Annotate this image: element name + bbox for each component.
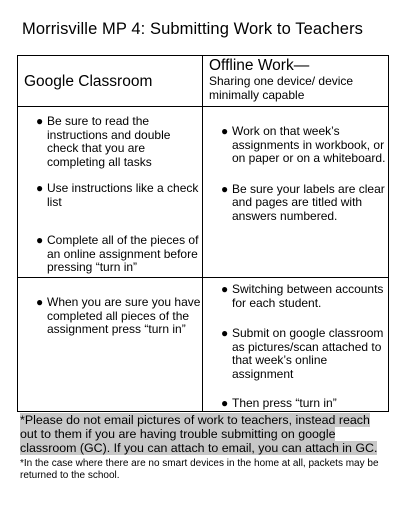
bullet-item	[203, 327, 388, 381]
page-title: Morrisville MP 4: Submitting Work to Teachers	[22, 20, 364, 38]
bullet-item	[18, 182, 202, 209]
bullet-icon: ●	[221, 396, 229, 410]
bullet-text: Submit on google classroom as pictures/scan attached to that week’s online assignment	[232, 326, 384, 381]
bullet-text: When you are sure you have completed all pieces of the assignment press “turn in”	[47, 295, 201, 336]
header-offline-work	[203, 56, 389, 107]
packet-note: *In the case where there are no smart devices in the home at all, packets may be returned to the school.	[20, 458, 379, 481]
header-offline-work-subtitle: Sharing one device/ device minimally capable	[209, 74, 354, 102]
row1-google-classroom-cell	[18, 107, 203, 278]
bullet-item	[18, 115, 202, 169]
bullet-item	[18, 234, 202, 275]
row2-offline-work-cell	[203, 278, 389, 412]
row2-google-classroom-cell	[18, 278, 203, 412]
bullet-item	[203, 125, 388, 166]
bullet-item	[203, 183, 388, 224]
bullet-icon: ●	[36, 295, 44, 309]
header-google-classroom	[18, 56, 203, 107]
bullet-text: Then press “turn in”	[232, 396, 337, 410]
bullet-item	[203, 397, 388, 411]
header-offline-work-label: Offline Work—	[209, 57, 310, 74]
header-google-classroom-label: Google Classroom	[24, 73, 153, 90]
bullet-icon: ●	[221, 181, 229, 196]
bullet-icon: ●	[221, 124, 229, 138]
bullet-icon: ●	[221, 282, 229, 296]
bullet-text: Use instructions like a check list	[47, 181, 199, 209]
row1-offline-work-cell	[203, 107, 389, 278]
submission-table	[17, 55, 389, 412]
bullet-icon: ●	[36, 181, 44, 195]
bullet-text: Work on that week’s assignments in workbook, or on paper or on a whiteboard.	[232, 124, 386, 165]
email-note	[20, 413, 390, 455]
bullet-text: Switching between accounts for each student.	[232, 282, 384, 310]
bullet-text: Complete all of the pieces of an online assignment before pressing “turn in”	[47, 233, 199, 274]
bullet-text: Be sure to read the instructions and double check that you are completing all tasks	[47, 114, 171, 169]
email-note-highlight: *Please do not email pictures of work to teachers, instead reach out to them if you are having trouble submitting on google classroom (GC). If you can attach to email, you can attach in GC.	[20, 413, 378, 455]
bullet-item	[18, 296, 202, 337]
bullet-icon: ●	[36, 114, 44, 128]
bullet-item	[203, 283, 388, 310]
bullet-text: Be sure your labels are clear and pages are titled with answers numbered.	[232, 181, 385, 223]
bullet-icon: ●	[221, 326, 229, 340]
bullet-icon: ●	[36, 233, 44, 247]
